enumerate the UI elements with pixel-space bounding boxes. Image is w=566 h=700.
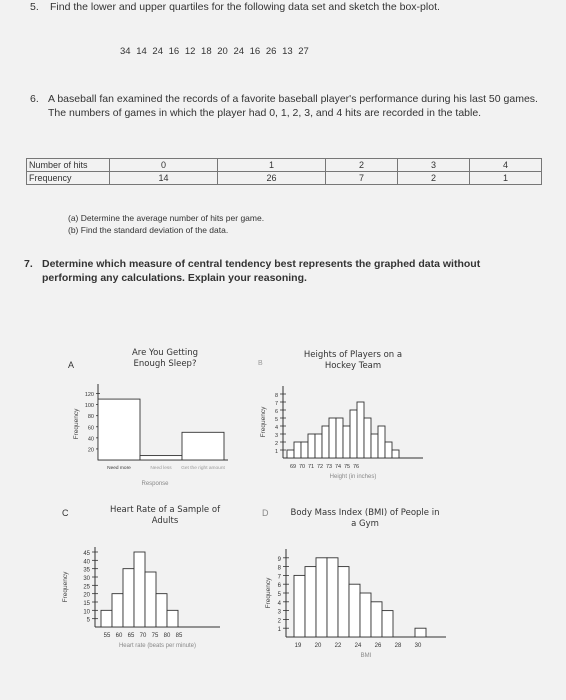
histogram-bar (112, 594, 123, 627)
chart-c-heart-rate-histogram (55, 535, 225, 655)
histogram-bar (371, 602, 382, 637)
histogram-bar (385, 442, 392, 458)
x-tick-label: 19 (294, 643, 302, 649)
question-5-number: 5. (30, 1, 39, 13)
chart-a-title: Are You Getting Enough Sleep? (131, 348, 199, 369)
y-tick-label: 5 (274, 417, 278, 423)
histogram-bar (308, 434, 315, 458)
y-axis-label: Frequency (260, 406, 267, 438)
histogram-bar (301, 442, 308, 458)
question-6-part-b: (b) Find the standard deviation of the data. (68, 225, 229, 235)
x-tick-label: 22 (334, 643, 342, 649)
histogram-bar (123, 569, 134, 627)
y-axis-label: Frequency (73, 408, 80, 440)
chart-b-letter: B (258, 360, 263, 367)
x-tick-label: 55 (103, 633, 111, 639)
y-axis-label: Frequency (265, 577, 272, 609)
x-category-label: Need less (150, 466, 172, 471)
histogram-bar (378, 426, 385, 458)
y-tick-label: 45 (83, 551, 90, 557)
bar (140, 456, 182, 460)
table-cell: 2 (397, 172, 469, 185)
y-tick-label: 3 (274, 433, 278, 439)
x-tick-label: 69 (289, 464, 297, 470)
table-cell: 14 (110, 172, 218, 185)
x-tick-label: 72 (316, 464, 324, 470)
y-tick-label: 25 (83, 584, 90, 591)
x-category-label: Get the right amount (181, 466, 225, 471)
x-axis-label: BMI (360, 653, 372, 659)
y-tick-label: 4 (277, 600, 281, 607)
y-tick-label: 15 (83, 601, 90, 607)
y-tick-label: 20 (87, 447, 94, 454)
chart-d-letter: D (262, 508, 269, 518)
y-tick-label: 30 (83, 576, 90, 582)
question-6-part-a: (a) Determine the average number of hits per game. (68, 213, 265, 223)
x-axis-label: Height (in inches) (329, 474, 377, 480)
question-5-text: Find the lower and upper quartiles for the following data set and sketch the box-plot. (50, 1, 440, 13)
y-tick-label: 7 (277, 574, 281, 581)
histogram-bar (167, 610, 178, 627)
x-tick-label: 85 (175, 633, 183, 639)
table-cell: 0 (110, 159, 218, 172)
y-tick-label: 10 (83, 609, 90, 616)
histogram-bar (360, 593, 371, 637)
y-tick-label: 35 (83, 567, 90, 574)
question-5-data-set: 34 14 24 16 12 18 20 24 16 26 13 27 (120, 46, 309, 57)
table-cell: 2 (325, 159, 397, 172)
chart-b-title: Heights of Players on a Hockey Team (303, 350, 403, 371)
x-tick-label: 20 (314, 643, 322, 649)
hits-frequency-table (26, 158, 542, 185)
histogram-bar (156, 594, 167, 627)
y-tick-label: 4 (274, 425, 278, 431)
x-axis-label: Response (141, 481, 169, 487)
x-tick-label: 73 (325, 464, 333, 470)
histogram-bar (287, 450, 294, 458)
x-tick-label: 74 (334, 464, 342, 470)
chart-d-bmi-histogram (262, 535, 452, 665)
x-tick-label: 75 (343, 464, 351, 470)
y-tick-label: 6 (274, 409, 278, 415)
histogram-bar (415, 628, 426, 637)
histogram-bar (327, 558, 338, 637)
x-axis-label: Heart rate (beats per minute) (118, 643, 197, 649)
chart-c-title: Heart Rate of a Sample of Adults (109, 505, 221, 526)
table-cell: 1 (217, 159, 325, 172)
histogram-bar (392, 450, 399, 458)
x-tick-label: 26 (374, 643, 382, 649)
question-7-text: Determine which measure of central tendency best represents the graphed data without performing any calculations. Explain your reasoning. (42, 258, 481, 284)
table-row-label: Number of hits (27, 159, 110, 172)
x-tick-label: 24 (354, 643, 362, 649)
x-tick-label: 76 (352, 464, 360, 470)
y-tick-label: 6 (277, 583, 281, 590)
y-tick-label: 7 (274, 401, 278, 407)
y-tick-label: 20 (83, 592, 90, 599)
question-6-text: A baseball fan examined the records of a favorite baseball player's performance during his last 50 games. The numbers of games in which the player had 0, 1, 2, 3, and 4 hits are recorded in the table. (48, 93, 538, 119)
y-tick-label: 3 (277, 609, 281, 616)
table-cell: 4 (469, 159, 541, 172)
question-7-number: 7. (24, 258, 33, 270)
chart-b-height-histogram (255, 378, 435, 500)
histogram-bar (294, 442, 301, 458)
y-tick-label: 120 (84, 392, 94, 399)
table-cell: 3 (397, 159, 469, 172)
y-tick-label: 2 (274, 441, 278, 447)
histogram-bar (336, 418, 343, 458)
y-tick-label: 2 (277, 618, 281, 625)
x-tick-label: 70 (298, 464, 306, 470)
histogram-bar (294, 575, 305, 637)
chart-a-sleep-bar-graph (70, 378, 250, 496)
y-tick-label: 9 (277, 556, 281, 563)
histogram-bar (382, 611, 393, 637)
histogram-bar (357, 402, 364, 458)
x-tick-label: 71 (307, 464, 315, 470)
y-tick-label: 1 (274, 449, 278, 455)
x-tick-label: 60 (115, 633, 123, 639)
x-tick-label: 28 (394, 643, 402, 649)
table-row (27, 159, 542, 172)
table-cell: 1 (469, 172, 541, 185)
histogram-bar (343, 426, 350, 458)
histogram-bar (316, 558, 327, 637)
histogram-bar (322, 426, 329, 458)
table-row-label: Frequency (27, 172, 110, 185)
x-tick-label: 80 (163, 633, 171, 639)
x-category-label: Need more (107, 466, 131, 471)
chart-d-title: Body Mass Index (BMI) of People in a Gym (290, 508, 440, 529)
y-axis-label: Frequency (62, 571, 69, 603)
histogram-bar (134, 552, 145, 627)
y-tick-label: 5 (277, 592, 281, 598)
y-tick-label: 8 (277, 565, 281, 572)
y-tick-label: 40 (87, 436, 94, 443)
chart-a-letter: A (68, 360, 75, 370)
y-tick-label: 100 (84, 403, 94, 410)
table-cell: 7 (325, 172, 397, 185)
bar (182, 432, 224, 460)
table-cell: 26 (217, 172, 325, 185)
x-tick-label: 75 (151, 633, 159, 639)
y-tick-label: 5 (86, 617, 90, 624)
x-tick-label: 70 (139, 633, 147, 639)
histogram-bar (371, 434, 378, 458)
histogram-bar (349, 584, 360, 637)
histogram-bar (350, 410, 357, 458)
y-tick-label: 1 (277, 627, 281, 634)
y-tick-label: 40 (83, 559, 90, 566)
histogram-bar (305, 567, 316, 637)
y-tick-label: 80 (87, 414, 94, 421)
histogram-bar (145, 572, 156, 627)
table-row (27, 172, 542, 185)
histogram-bar (101, 610, 112, 627)
x-tick-label: 30 (414, 643, 422, 649)
histogram-bar (315, 434, 322, 458)
chart-c-letter: C (62, 508, 69, 518)
histogram-bar (338, 567, 349, 637)
histogram-bar (329, 418, 336, 458)
y-tick-label: 60 (87, 425, 94, 432)
bar (98, 399, 140, 460)
histogram-bar (364, 418, 371, 458)
question-6-number: 6. (30, 93, 39, 105)
x-tick-label: 65 (127, 633, 135, 639)
y-tick-label: 8 (274, 393, 278, 399)
